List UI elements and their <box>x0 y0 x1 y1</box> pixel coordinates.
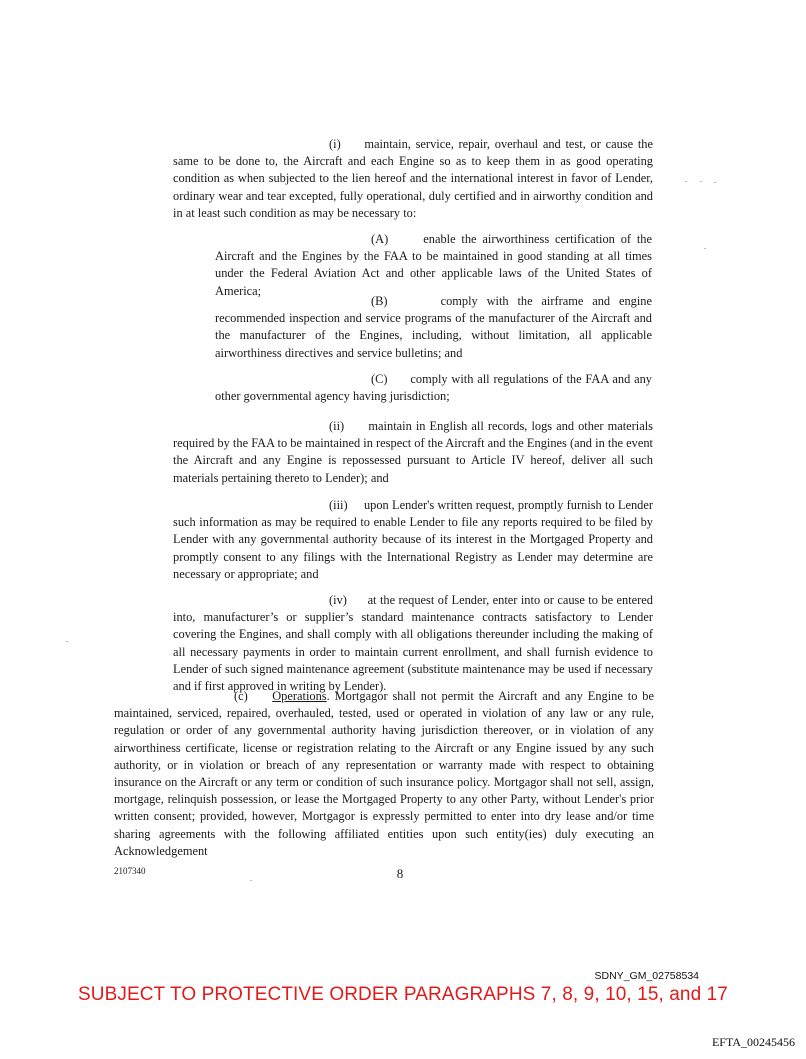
paragraph-iv-text: at the request of Lender, enter into or cause to be entered into, manufacturer’s or supplier’s standard maintenance contracts satisfactory to Lender covering the Engines, and shall comply with all obligations thereunder including the making of all necessary payments in order to maintain current enrollment, and shall furnish evidence to Lender of such signed maintenance agreement (substitute maintenance may be used if necessary and if first approved in writing by Lender). <box>173 593 653 694</box>
scan-speck <box>685 181 687 182</box>
paragraph-C-text: comply with all regulations of the FAA and any other governmental agency having jurisdiction; <box>215 372 652 404</box>
paragraph-A <box>215 231 652 300</box>
footer-doc-id: 2107340 <box>114 866 146 876</box>
paragraph-iv-label: (iv) <box>329 593 347 607</box>
paragraph-c-heading: Operations <box>272 689 327 703</box>
bates-number: SDNY_GM_02758534 <box>594 970 699 982</box>
paragraph-iv <box>173 592 653 695</box>
protective-order-notice: SUBJECT TO PROTECTIVE ORDER PARAGRAPHS 7, 8, 9, 10, 15, and 17 <box>78 984 728 1005</box>
paragraph-B-text: comply with the airframe and engine recommended inspection and service programs of the manufacturer of the Aircraft and the manufacturer of the Engines, including, without limitation, all applicable airworthiness directives and service bulletins; and <box>215 294 652 360</box>
paragraph-C <box>215 371 652 405</box>
paragraph-B-label: (B) <box>371 294 388 308</box>
paragraph-i <box>173 136 653 222</box>
paragraph-iii-label: (iii) <box>329 498 348 512</box>
scan-speck <box>700 181 702 182</box>
paragraph-iii-text: upon Lender's written request, promptly furnish to Lender such information as may be required to enable Lender to file any reports required to be filed by Lender with any governmental authority because of its interest in the Mortgaged Property and promptly consent to any filings with the International Registry as Lender may determine are necessary or appropriate; and <box>173 498 653 581</box>
paragraph-ii-label: (ii) <box>329 419 345 433</box>
paragraph-c-operations <box>114 688 654 860</box>
paragraph-ii-text: maintain in English all records, logs and other materials required by the FAA to be maintained in respect of the Aircraft and the Engines (and in the event the Aircraft and any Engine is repossessed pursuant to Article IV hereof, deliver all such materials pertaining thereto to Lender); and <box>173 419 654 485</box>
paragraph-ii <box>173 418 653 487</box>
paragraph-i-label: (i) <box>329 137 341 151</box>
paragraph-A-text: enable the airworthiness certification of the Aircraft and the Engines by the FAA to be maintained in good standing at all times under the Federal Aviation Act and other applicable laws of the United States of America; <box>215 232 652 298</box>
paragraph-c-text: . Mortgagor shall not permit the Aircraft and any Engine to be maintained, serviced, repaired, overhauled, tested, used or operated in violation of any law or any rule, regulation or order of any governmental authority having jurisdiction thereover, or in violation of any airworthiness certificate, license or registration relating to the Aircraft or any Engine issued by any such authority, or in violation or breach of any representation or warranty made with respect to obtaining insurance on the Aircraft or any term or condition of such insurance policy. Mortgagor shall not sell, assign, mortgage, relinquish possession, or lease the Mortgaged Property to any other Party, without Lender's prior written consent; provided, however, Mortgagor is expressly permitted to enter into dry lease and/or time sharing agreements with the following affiliated entities upon such entity(ies) duly executing an Acknowledgement <box>114 689 654 858</box>
paragraph-iii <box>173 497 653 583</box>
paragraph-C-label: (C) <box>371 372 388 386</box>
page-number: 8 <box>396 866 404 881</box>
paragraph-B <box>215 293 652 362</box>
scan-speck <box>250 880 252 881</box>
scan-speck <box>66 641 68 642</box>
efta-number: EFTA_00245456 <box>711 1035 795 1049</box>
paragraph-c-label: (c) <box>234 689 248 703</box>
scan-speck <box>714 182 716 183</box>
paragraph-A-label: (A) <box>371 232 389 246</box>
scan-speck <box>704 248 706 249</box>
paragraph-i-text: maintain, service, repair, overhaul and test, or cause the same to be done to, the Aircraft and each Engine so as to keep them in as good operating condition as when subjected to the lien hereof and the international interest in favor of Lender, ordinary wear and tear excepted, fully operational, duly certified and in airworthy condition and in at least such condition as may be necessary to: <box>173 137 653 220</box>
